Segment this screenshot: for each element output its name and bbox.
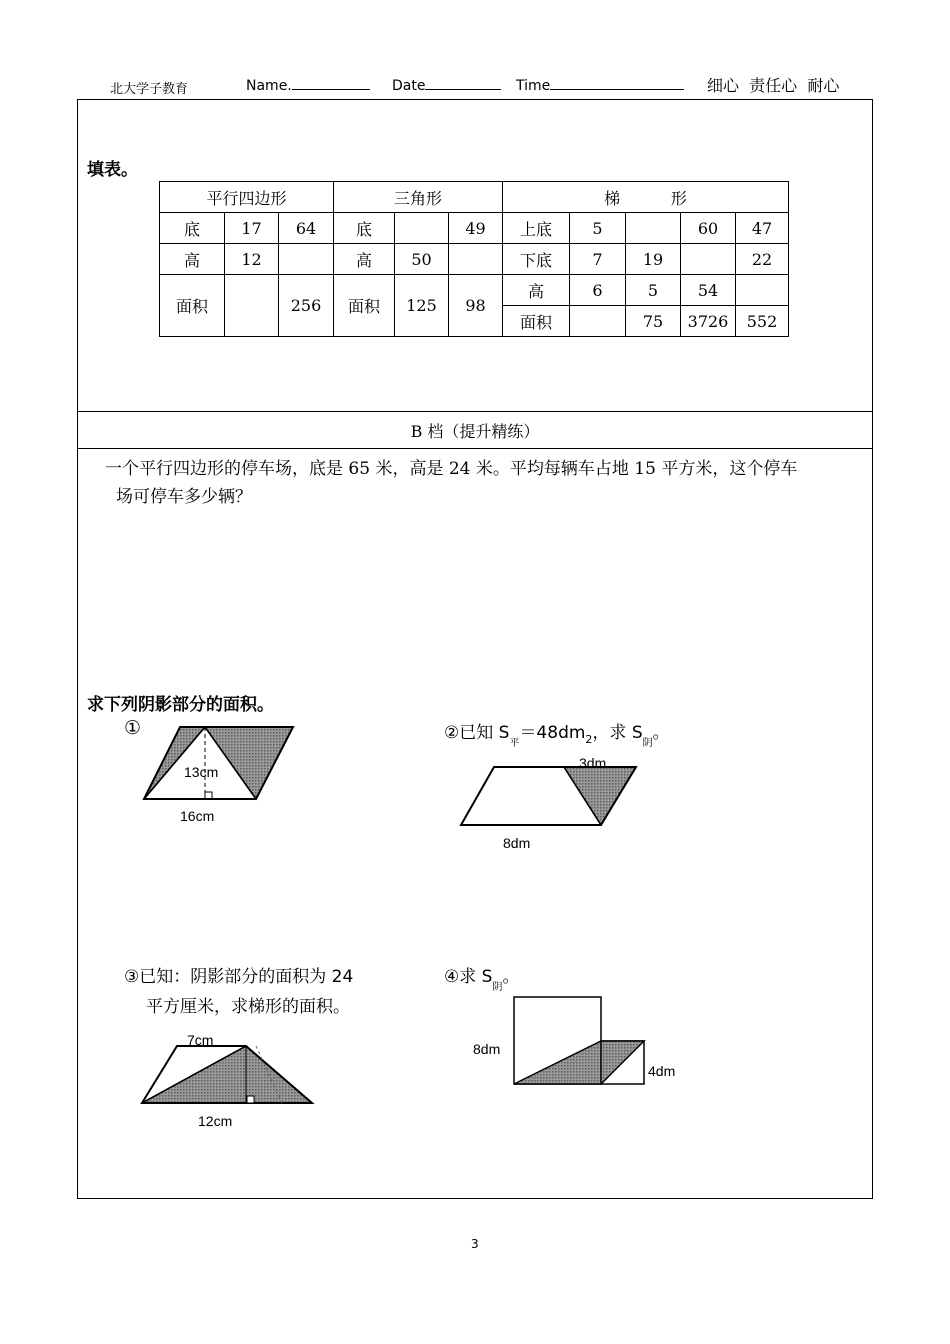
p4-text: ④求 S xyxy=(444,967,493,987)
p2-text: 。 xyxy=(652,723,670,743)
table-cell: 22 xyxy=(736,244,789,275)
p4-subscript: 阴 xyxy=(492,982,503,993)
row-label-height: 高 xyxy=(503,275,570,306)
table-cell: 7 xyxy=(570,244,626,275)
p2-base-label: 8dm xyxy=(503,835,531,851)
table-cell: 50 xyxy=(395,244,449,275)
table-cell: 12 xyxy=(225,244,279,275)
p1-base-label: 16cm xyxy=(180,808,215,824)
shaded-section-title: 求下列阴影部分的面积。 xyxy=(87,695,274,715)
row-label-area: 面积 xyxy=(334,275,395,337)
table-cell: 256 xyxy=(279,275,334,337)
problem-1-number: ① xyxy=(124,717,142,739)
table-cell: 60 xyxy=(681,213,736,244)
table-cell: 17 xyxy=(225,213,279,244)
table-cell: 64 xyxy=(279,213,334,244)
motto: 细心 责任心 耐心 xyxy=(707,76,840,95)
p3-base-label: 12cm xyxy=(198,1113,233,1129)
table-cell: 98 xyxy=(449,275,503,337)
page-number: 3 xyxy=(471,1237,479,1251)
section-b-subtitle: （提升精练） xyxy=(443,422,540,441)
p2-top-label: 3dm xyxy=(579,755,607,771)
p2-superscript: 2 xyxy=(585,733,593,746)
right-angle-mark xyxy=(247,1096,254,1103)
table-cell: 5 xyxy=(626,275,681,306)
p2-text: ，求 S xyxy=(592,723,643,743)
p3-top-label: 7cm xyxy=(187,1032,214,1048)
row-label-bottom-base: 下底 xyxy=(503,244,570,275)
p4-text: 。 xyxy=(502,967,520,987)
shaded-triangle xyxy=(564,767,636,825)
figure-3 xyxy=(142,1046,312,1103)
table-cell: 49 xyxy=(449,213,503,244)
p2-text: ②已知 S xyxy=(444,723,510,743)
row-label-area: 面积 xyxy=(160,275,225,337)
word-problem-line-2: 场可停车多少辆？ xyxy=(116,487,252,507)
row-label-height: 高 xyxy=(160,244,225,275)
name-label: Name. xyxy=(246,78,292,94)
p2-subscript: 平 xyxy=(509,738,520,749)
row-label-top-base: 上底 xyxy=(503,213,570,244)
problem-3-line-1: ③已知：阴影部分的面积为 24 xyxy=(124,967,354,987)
figure-1 xyxy=(144,727,293,799)
table-cell: 3726 xyxy=(681,306,736,337)
table-cell: 19 xyxy=(626,244,681,275)
section-b-title: B 档 xyxy=(410,422,444,441)
table-cell: 6 xyxy=(570,275,626,306)
word-problem-line-1: 一个平行四边形的停车场，底是 65 米，高是 24 米。平均每辆车占地 15 平方米，这个停车 xyxy=(105,459,798,479)
row-label-base: 底 xyxy=(160,213,225,244)
table-cell: 47 xyxy=(736,213,789,244)
figure-2 xyxy=(461,767,636,825)
figure-4 xyxy=(514,997,644,1084)
row-label-base: 底 xyxy=(334,213,395,244)
p2-subscript: 阴 xyxy=(642,738,653,749)
date-label: Date xyxy=(392,78,426,94)
problem-3-line-2: 平方厘米，求梯形的面积。 xyxy=(146,997,350,1017)
shaded-region xyxy=(514,1041,644,1084)
table-cell: 5 xyxy=(570,213,626,244)
time-label: Time xyxy=(516,78,551,94)
table-cell: 75 xyxy=(626,306,681,337)
table-cell: 54 xyxy=(681,275,736,306)
header-parallelogram: 平行四边形 xyxy=(160,182,334,213)
header-trapezoid: 梯 形 xyxy=(503,182,789,213)
p2-text: ＝48dm xyxy=(519,723,586,743)
school-name: 北大学子教育 xyxy=(110,82,189,97)
row-label-height: 高 xyxy=(334,244,395,275)
header-triangle: 三角形 xyxy=(334,182,503,213)
p4-left-label: 8dm xyxy=(473,1041,501,1057)
shaded-triangle xyxy=(142,1046,312,1103)
table-cell: 552 xyxy=(736,306,789,337)
table-cell: 125 xyxy=(395,275,449,337)
p1-height-label: 13cm xyxy=(184,764,219,780)
right-angle-mark xyxy=(205,792,212,799)
p4-right-label: 4dm xyxy=(648,1063,676,1079)
section-a-title: 填表。 xyxy=(87,160,138,180)
row-label-area: 面积 xyxy=(503,306,570,337)
